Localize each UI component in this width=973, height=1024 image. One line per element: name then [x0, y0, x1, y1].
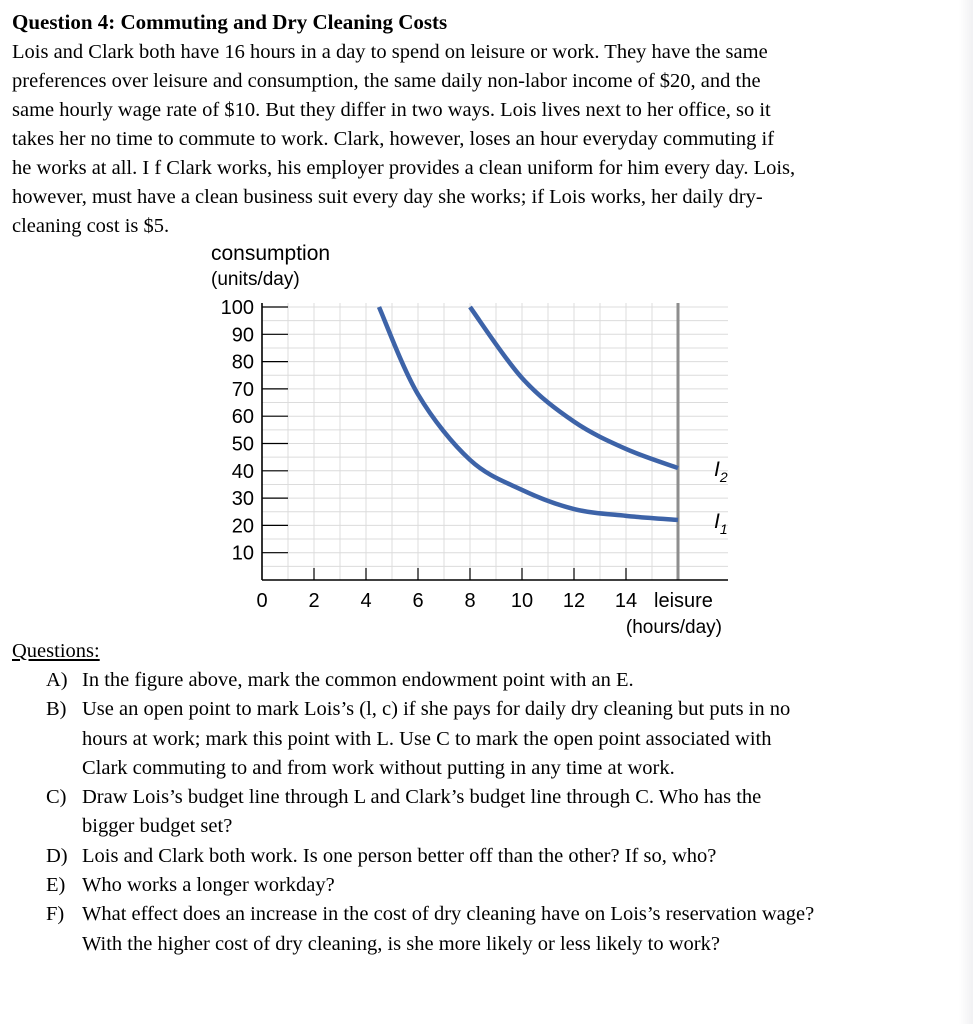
question-intro — [12, 38, 952, 241]
question-text: What effect does an increase in the cost of dry cleaning have on Lois’s reservation wage? — [82, 903, 815, 926]
question-text: Clark commuting to and from work without putting in any time at work. — [82, 756, 675, 779]
x-tick-label: 8 — [464, 590, 476, 612]
indifference-curve-figure — [0, 230, 973, 650]
question-text: hours at work; mark this point with L. Use C to mark the open point associated with — [82, 727, 772, 750]
question-text: Lois and Clark both work. Is one person better off than the other? If so, who? — [82, 844, 717, 867]
x-tick-label: 10 — [510, 590, 534, 612]
question-letter: B) — [46, 698, 67, 721]
y-tick-label: 50 — [231, 433, 254, 456]
y-tick-label: 100 — [220, 297, 254, 319]
question-item-a — [0, 666, 960, 695]
x-tick-label: 4 — [360, 590, 372, 612]
y-tick-label: 60 — [231, 406, 254, 429]
y-tick-label: 20 — [231, 515, 254, 538]
question-item-b — [0, 695, 960, 783]
questions-list — [0, 666, 960, 959]
curve-label-i2: $I_2$ — [714, 458, 728, 486]
question-item-c — [0, 783, 960, 842]
question-text: bigger budget set? — [82, 815, 233, 838]
y-tick-label: 30 — [231, 488, 254, 511]
question-text: Draw Lois’s budget line through L and Clark’s budget line through C. Who has the — [82, 786, 762, 809]
x-tick-label: 6 — [412, 590, 424, 612]
y-axis-label: consumption — [211, 242, 331, 265]
x-tick-label: 14 — [614, 590, 638, 612]
y-tick-label: 80 — [231, 351, 254, 374]
intro-line: same hourly wage rate of $10. But they differ in two ways. Lois lives next to her office, so it — [12, 99, 771, 121]
intro-line: Lois and Clark both have 16 hours in a day to spend on leisure or work. They have the same — [12, 41, 768, 63]
question-item-d — [0, 842, 960, 871]
question-letter: A) — [46, 669, 68, 691]
y-tick-label: 70 — [231, 378, 254, 401]
indifference-curve-i1 — [379, 307, 678, 520]
question-text: With the higher cost of dry cleaning, is she more likely or less likely to work? — [82, 932, 720, 955]
x-tick-label: 12 — [562, 590, 586, 612]
y-tick-label: 40 — [231, 460, 254, 483]
chart-svg — [0, 230, 973, 650]
x-tick-label: 0 — [256, 590, 268, 612]
curve-label-i1: $I_1$ — [714, 509, 728, 537]
intro-line: however, must have a clean business suit every day she works; if Lois works, her daily dry- — [12, 186, 763, 208]
y-tick-label: 10 — [231, 542, 254, 565]
question-letter: E) — [46, 874, 66, 897]
x-tick-label: 2 — [308, 590, 320, 612]
intro-line: takes her no time to commute to work. Clark, however, loses an hour everyday commuting if — [12, 128, 775, 150]
question-text: Who works a longer workday? — [82, 874, 335, 897]
y-tick-label: 90 — [231, 324, 254, 347]
question-letter: D) — [46, 844, 68, 867]
intro-line: he works at all. I f Clark works, his employer provides a clean uniform for him every day. Lois, — [12, 157, 796, 179]
y-axis-unit-label: (units/day) — [211, 269, 300, 290]
question-item-e — [0, 871, 960, 900]
x-axis-unit-label: (hours/day) — [625, 617, 722, 638]
question-text: In the figure above, mark the common endowment point with an E. — [82, 669, 634, 691]
question-letter: C) — [46, 786, 67, 809]
x-axis-label: leisure — [654, 590, 713, 612]
question-item-f — [0, 900, 960, 959]
questions-heading: Questions: — [12, 640, 100, 662]
intro-line: cleaning cost is $5. — [12, 215, 170, 237]
question-title: Question 4: Commuting and Dry Cleaning Costs — [12, 10, 448, 34]
intro-line: preferences over leisure and consumption, the same daily non-labor income of $20, and the — [12, 70, 761, 92]
question-letter: F) — [46, 903, 65, 926]
question-text: Use an open point to mark Lois’s (l, c) if she pays for daily dry cleaning but puts in no — [82, 698, 791, 721]
